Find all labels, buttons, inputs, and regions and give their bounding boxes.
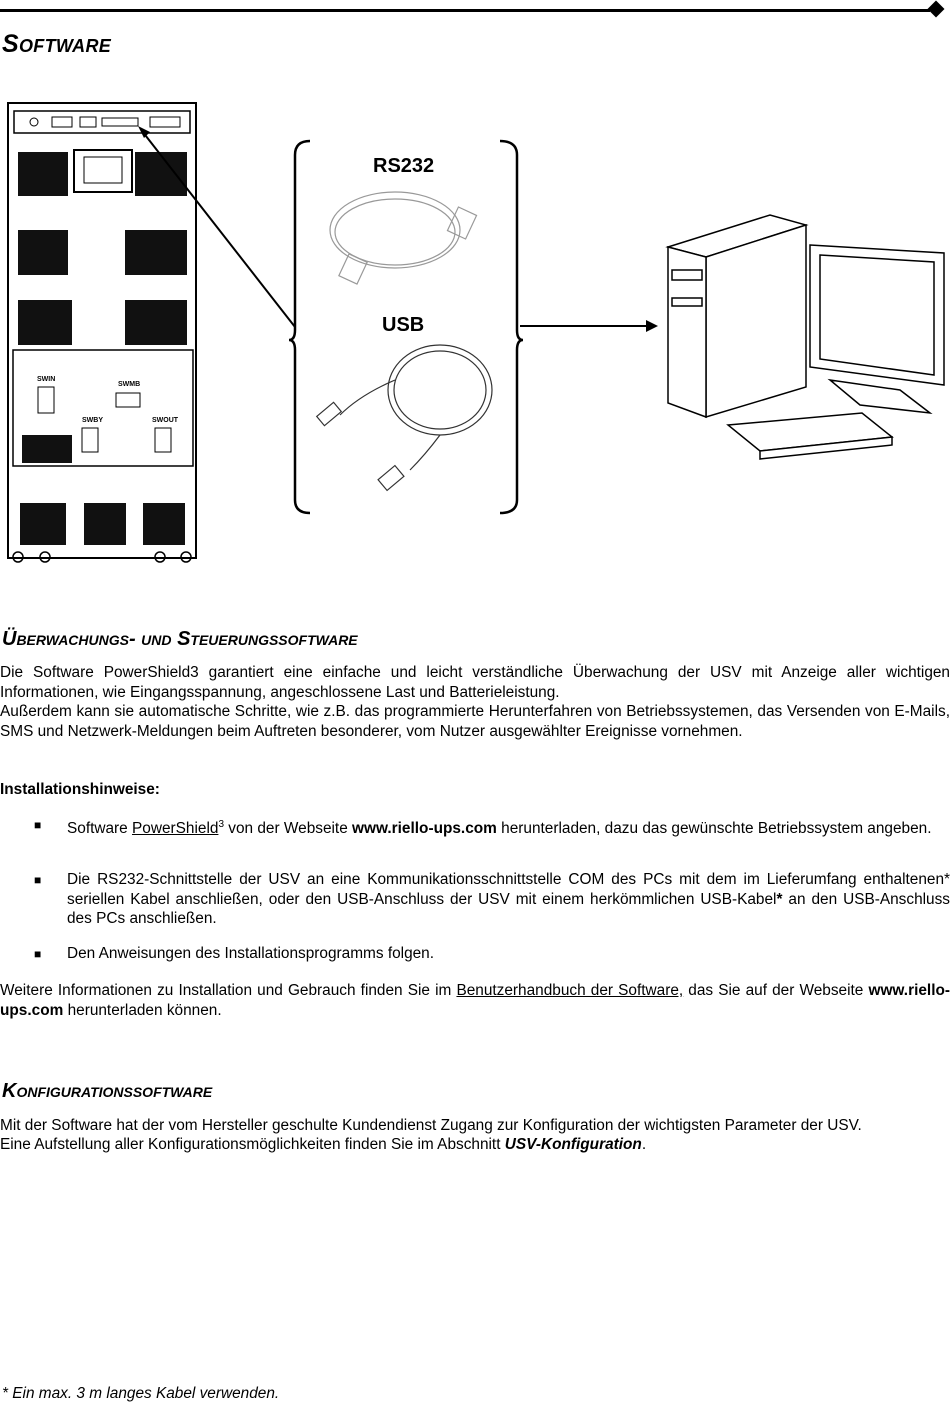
usv-konfiguration-link[interactable]: USV-Konfiguration (504, 1136, 642, 1153)
config-p2: Eine Aufstellung aller Konfigurationsmöglichkeiten finden Sie im Abschnitt USV-Konfiguration. (0, 1136, 647, 1153)
computer (668, 215, 944, 459)
install-step-1: Software PowerShield$^3$ von der Webseite www.riello-ups.com herunterladen, dazu das gewünschte Betriebssystem angeben. (67, 819, 932, 838)
footnote: * Ein max. 3 m langes Kabel verwenden. (2, 1385, 280, 1402)
website-url[interactable]: www.riello-ups.com (0, 982, 950, 1019)
header-rule (0, 9, 930, 12)
svg-text:SWMB: SWMB (118, 381, 141, 388)
usb-cable (317, 345, 492, 490)
monitoring-p2: Außerdem kann sie automatische Schritte, wie z.B. das programmierte Herunterfahren von Betriebssystemen, das Versenden von E-Mails, SMS und Netzwerk-Meldungen beim Auftreten besonderer, vom Nutzer ausgewählter Ereignisse vornehmen. (0, 703, 950, 740)
manual-link[interactable]: Benutzerhandbuch der Software, (456, 982, 684, 999)
connection-diagram (0, 95, 950, 575)
ups-cabinet (8, 103, 196, 562)
rs232-cable (330, 192, 477, 284)
bullet-marker: ■ (34, 818, 42, 832)
header-diamond (928, 1, 945, 18)
bullet-marker: ■ (34, 947, 42, 961)
powershield-link[interactable]: PowerShield (132, 820, 219, 838)
install-more-info: Weitere Informationen zu Installation und Gebrauch finden Sie im Benutzerhandbuch der Software, das Sie auf der Webseite www.riello-ups.com herunterladen können. (0, 982, 950, 1019)
monitoring-title: Überwachungs- und Steuerungssoftware (2, 628, 358, 650)
bullet-marker: ■ (34, 873, 42, 887)
svg-text:SWBY: SWBY (82, 417, 103, 424)
page-title: Software (2, 30, 112, 58)
website-url[interactable]: www.riello-ups.com (352, 820, 497, 838)
install-heading: Installationshinweise: (0, 781, 160, 798)
install-step-2: Die RS232-Schnittstelle der USV an eine Kommunikationsschnittstelle COM des PCs mit dem im Lieferumfang enthaltenen* seriellen Kabel anschließen, oder den USB-Anschluss der USV mit einem herkömmlichen USB-Kabel* an den USB-Anschluss des PCs anschließen. (67, 871, 950, 927)
usb-label: USB (382, 314, 425, 336)
monitoring-p1: Die Software PowerShield3 garantiert eine einfache und leicht verständliche Überwachung der USV mit Anzeige aller wichtigen Informationen, wie Eingangsspannung, angeschlossene Last und Batterieleistung. (0, 664, 950, 701)
svg-text:SWOUT: SWOUT (152, 417, 179, 424)
svg-text:SWIN: SWIN (37, 376, 56, 383)
install-step-3: Den Anweisungen des Installationsprogramms folgen. (67, 945, 435, 962)
config-p1: Mit der Software hat der vom Hersteller geschulte Kundendienst Zugang zur Konfiguration der wichtigsten Parameter der USV. (0, 1117, 862, 1134)
rs232-label: RS232 (373, 155, 435, 177)
config-title: Konfigurationssoftware (2, 1080, 213, 1102)
